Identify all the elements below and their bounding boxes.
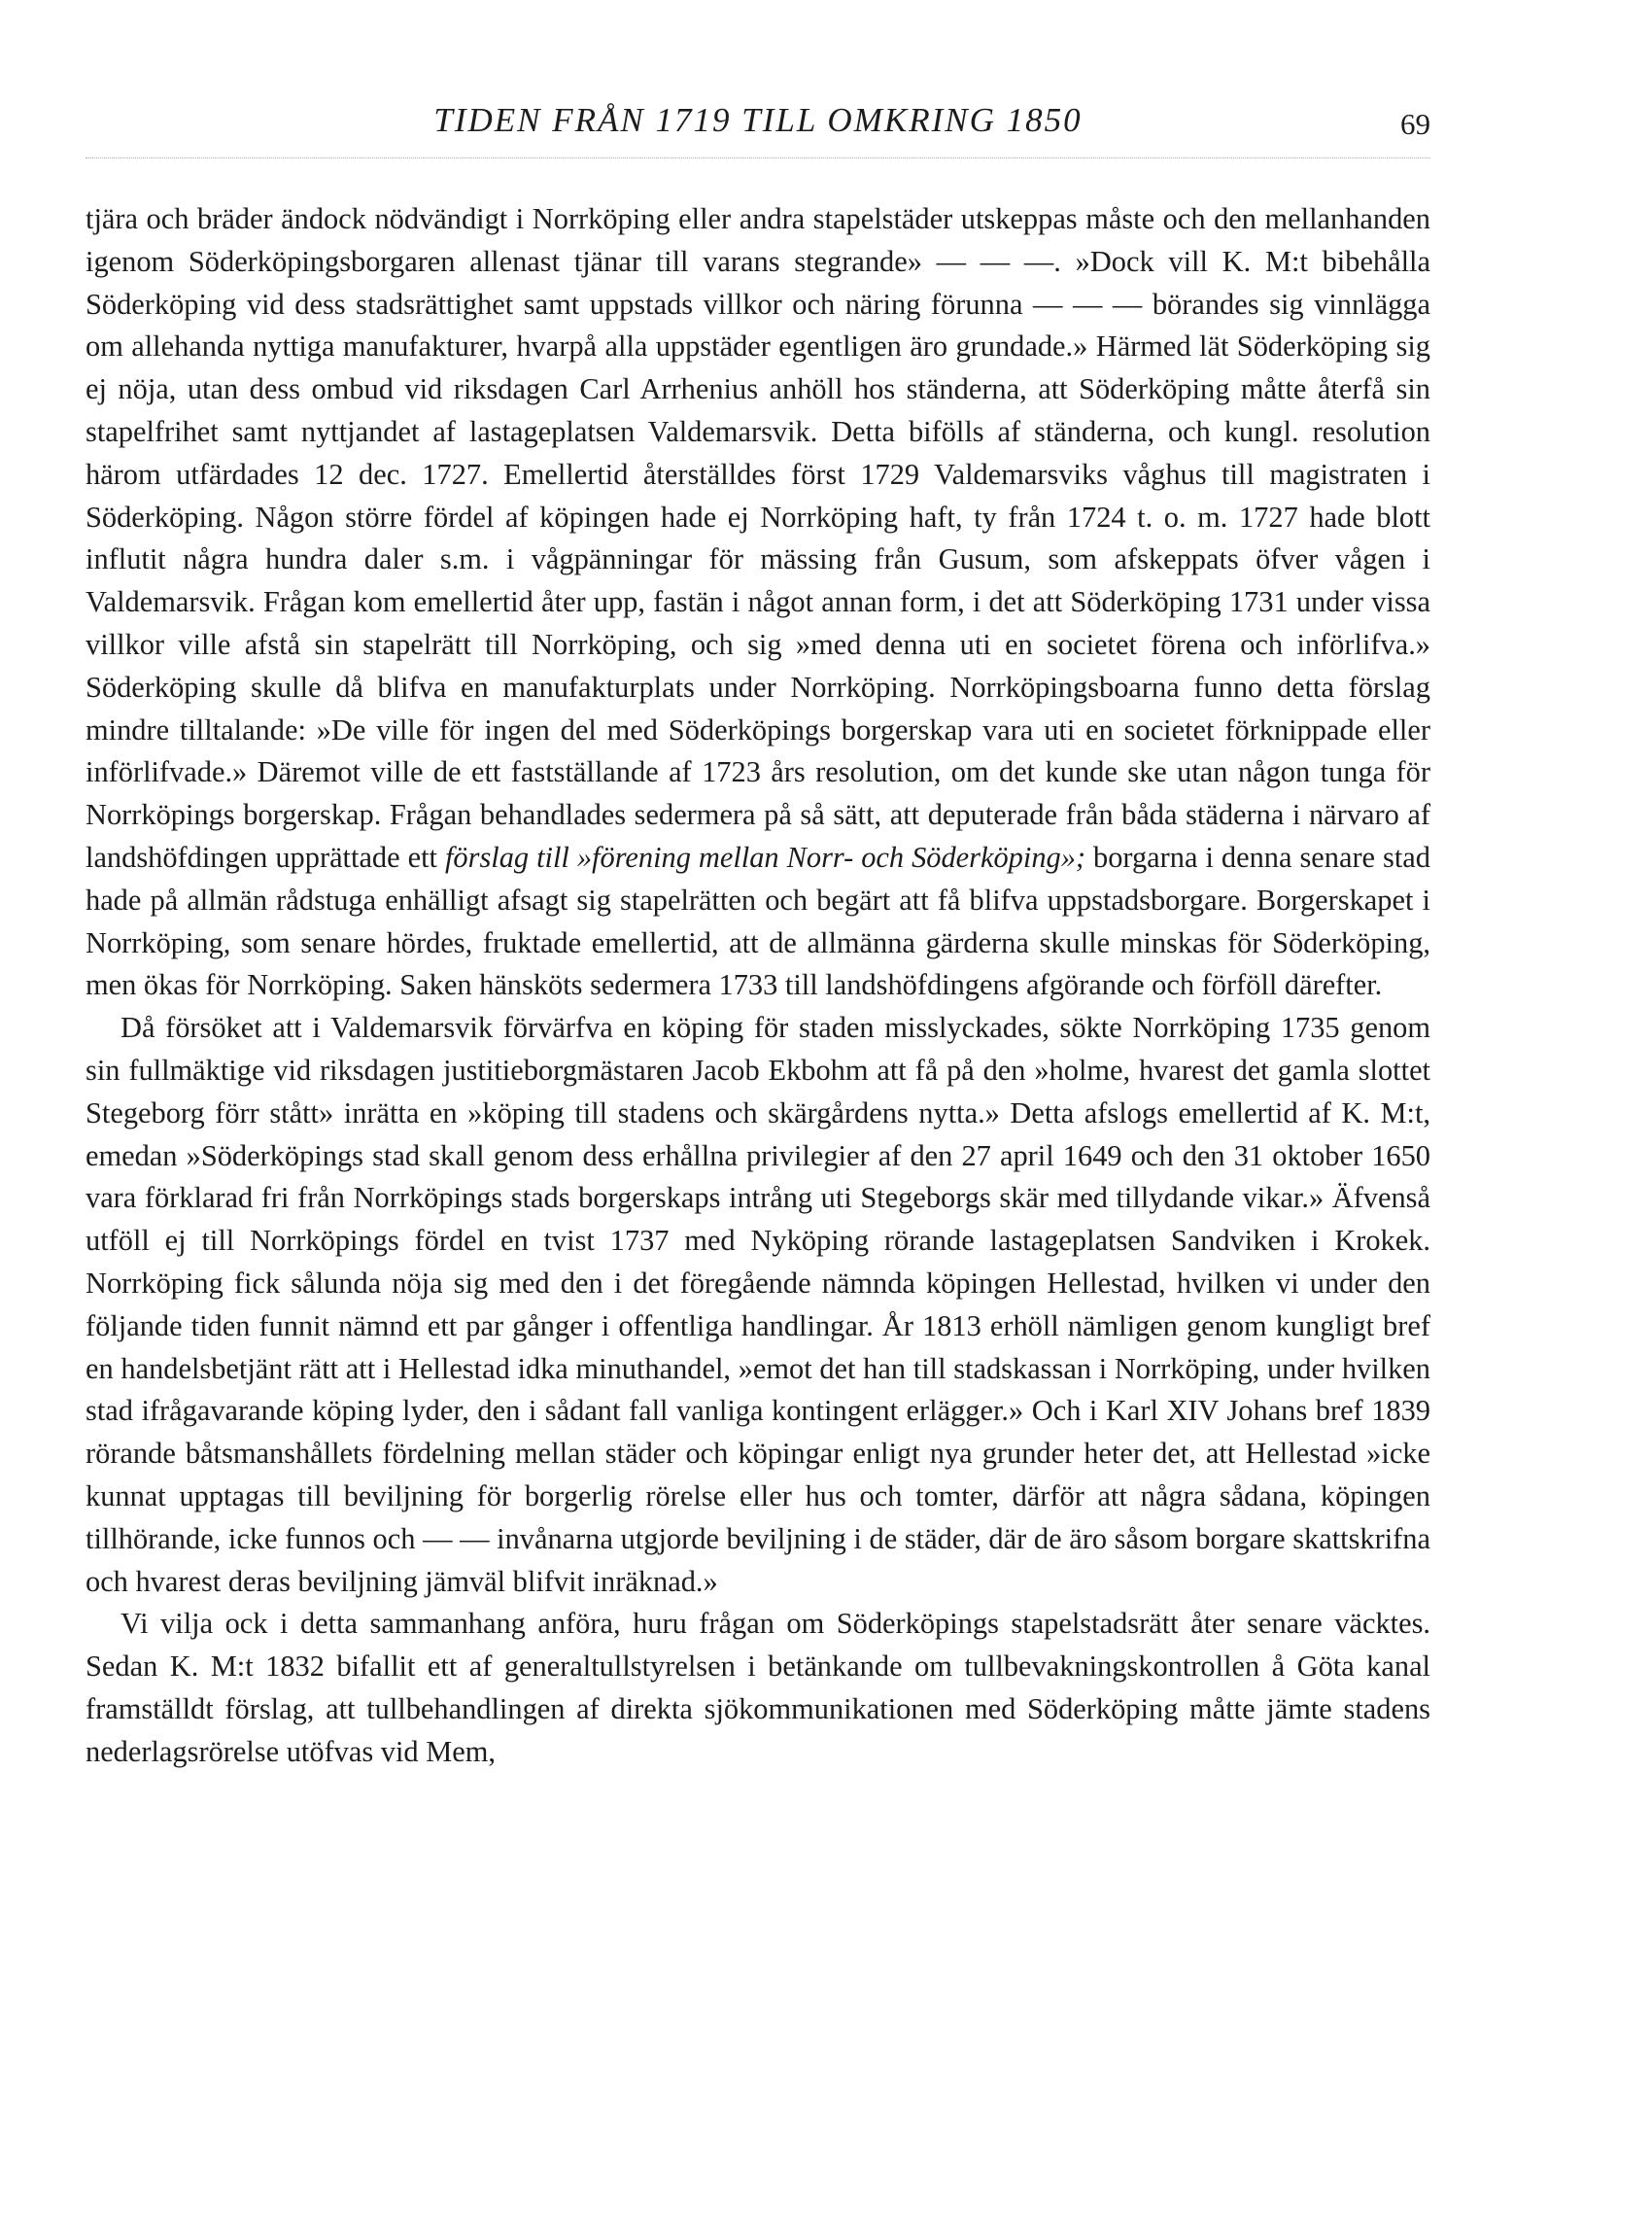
book-page [86,93,1430,2135]
paragraph-1-italic-title: förslag till »förening mellan Norr- och Söderköping»; [444,840,1086,874]
paragraph-3: Vi vilja ock i detta sammanhang anföra, huru frågan om Söderköpings stapelstadsrätt åter senare väcktes. Sedan K. M:t 1832 bifallit ett af generaltullstyrelsen i betänkande om tullbevakningskontrollen å Göta kanal framställdt förslag, att tullbehandlingen af direkta sjökommunikationen med Söderköping måtte jämte stadens nederlagsrörelse utöfvas vid Mem, [86,1607,1430,1768]
paragraph-2: Då försöket att i Valdemarsvik förvärfva en köping för staden misslyckades, sökte Norrköping 1735 genom sin fullmäktige vid riksdagen justitieborgmästaren Jacob Ekbohm att få på den »holme, hvarest det gamla slottet Stegeborg förr stått» inrätta en »köping till stadens och skärgårdens nytta.» Detta afslogs emellertid af K. M:t, emedan »Söderköpings stad skall genom dess erhållna privilegier af den 27 april 1649 och den 31 oktober 1650 vara förklarad fri från Norrköpings stads borgerskaps intrång uti Stegeborgs skär med tillydande vikar.» Äfvenså utföll ej till Norrköpings fördel en tvist 1737 med Nyköping rörande lastageplatsen Sandviken i Krokek. Norrköping fick sålunda nöja sig med den i det föregående nämnda köpingen Hellestad, hvilken vi under den följande tiden funnit nämnd ett par gånger i offentliga handlingar. År 1813 erhöll nämligen genom kungligt bref en handelsbetjänt rätt att i Hellestad idka minuthandel, »emot det han till stadskassan i Norrköping, under hvilken stad ifrågavarande köping lyder, den i sådant fall vanliga kontingent erlägger.» Och i Karl XIV Johans bref 1839 rörande båtsmanshållets fördelning mellan städer och köpingar enligt nya grunder heter det, att Hellestad »icke kunnat upptagas till beviljning för borgerlig rörelse eller hus och tomter, därför att några sådana, köpingen tillhörande, icke funnos och — — invånarna utgjorde beviljning i de städer, där de äro såsom borgare skattskrifna och hvarest deras beviljning jämväl blifvit inräknad.» [86,1011,1430,1598]
page-header [86,93,1430,148]
paragraph-1 [86,198,1430,1007]
paragraph-1-text-a: tjära och bräder ändock nödvändigt i Norrköping eller andra stapelstäder utskeppas måste och den mellanhanden igenom Söderköpingsborgaren allenast tjänar till varans stegrande» — — —. »Dock vill K. M:t bibehålla Söderköping vid dess stadsrättighet samt uppstads villkor och näring förunna — — — börandes sig vinnlägga om allehanda nyttiga manufakturer, hvarpå alla uppstäder egentligen äro grundade.» Härmed lät Söderköping sig ej nöja, utan dess ombud vid riksdagen Carl Arrhenius anhöll hos ständerna, att Söderköping måtte återfå sin stapelfrihet samt nyttjandet af lastageplatsen Valdemarsvik. Detta bifölls af ständerna, och kungl. resolution härom utfärdades 12 dec. 1727. Emellertid återställdes först 1729 Valdemarsviks våghus till magistraten i Söderköping. Någon större fördel af köpingen hade ej Norrköping haft, ty från 1724 t. o. m. 1727 hade blott influtit några hundra daler s.m. i vågpänningar för mässing från Gusum, som afskeppats öfver vågen i Valdemarsvik. Frågan kom emellertid åter upp, fastän i något annan form, i det att Söderköping 1731 under vissa villkor ville afstå sin stapelrätt till Norrköping, och sig »med denna uti en societet förena och införlifva.» Söderköping skulle då blifva en manufakturplats under Norrköping. Norrköpingsboarna funno detta förslag mindre tilltalande: »De ville för ingen del med Söderköpings borgerskap vara uti en societet förknippade eller införlifvade.» Däremot ville de ett fastställande af 1723 års resolution, om det kunde ske utan någon tunga för Norrköpings borgerskap. Frågan behandlades sedermera på så sätt, att deputerade från båda städerna i närvaro af landshöfdingen upprättade ett [86,202,1430,874]
page-number: 69 [1400,107,1430,141]
body-text [86,198,1430,1773]
running-title: TIDEN FRÅN 1719 TILL OMKRING 1850 [433,101,1083,139]
header-rule [86,157,1430,158]
paragraph-1-text-b: borgarna i denna senare stad hade på allmän rådstuga enhälligt afsagt sig stapelrätten och begärt att få blifva uppstadsborgare. Borgerskapet i Norrköping, som senare hördes, fruktade emellertid, att de allmänna gärderna skulle minskas för Söderköping, men ökas för Norrköping. Saken hänsköts sedermera 1733 till landshöfdingens afgörande och förföll därefter. [86,840,1430,1002]
